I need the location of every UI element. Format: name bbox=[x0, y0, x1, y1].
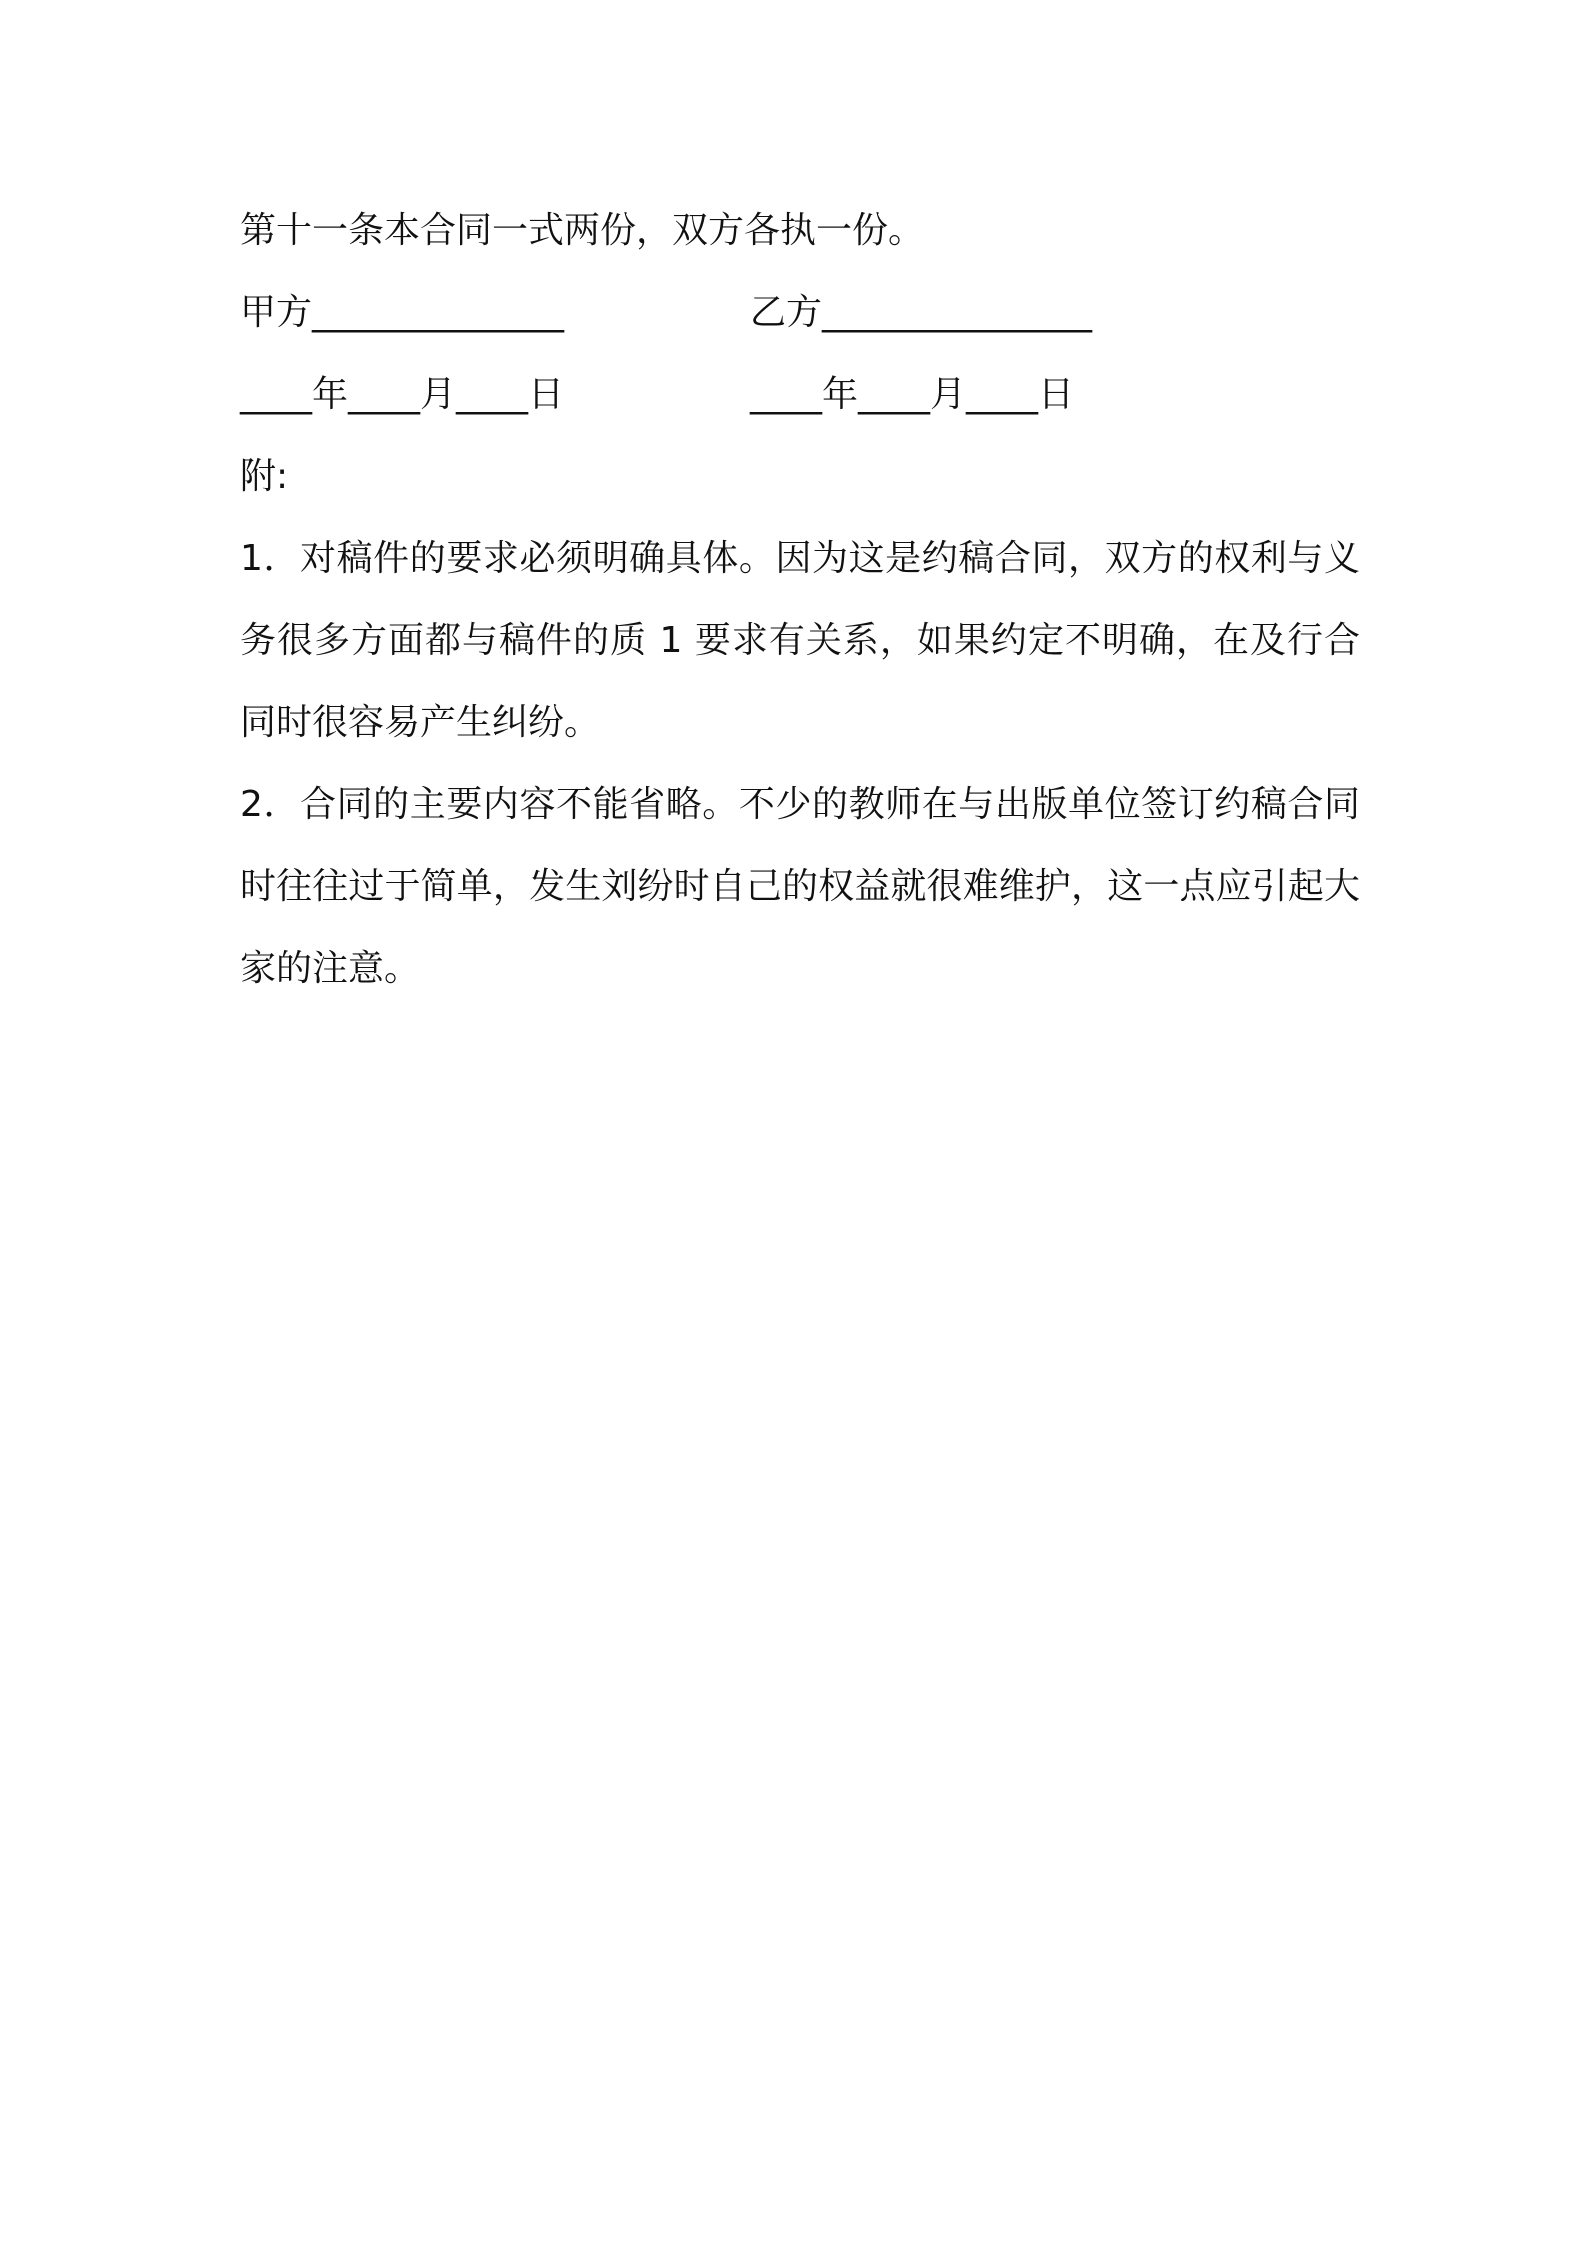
date-row bbox=[240, 354, 1360, 436]
appendix-note-2: 2．合同的主要内容不能省略。不少的教师在与出版单位签订约稿合同时往往过于简单，发生刘纷时自己的权益就很难维护，这一点应引起大家的注意。 bbox=[240, 784, 1360, 989]
party-a-date: ____年____月____日 bbox=[240, 374, 565, 415]
party-b-signature: 乙方_______________ bbox=[750, 292, 1093, 333]
appendix-heading: 附: bbox=[240, 456, 289, 497]
document-body bbox=[240, 190, 1360, 1010]
signature-row bbox=[240, 272, 1360, 354]
appendix-note-1: 1．对稿件的要求必须明确具体。因为这是约稿合同，双方的权利与义务很多方面都与稿件的质 1 要求有关系，如果约定不明确，在及行合同时很容易产生纠纷。 bbox=[240, 538, 1360, 743]
clause-eleven: 第十一条本合同一式两份，双方各执一份。 bbox=[240, 210, 925, 251]
party-b-date: ____年____月____日 bbox=[750, 374, 1075, 415]
party-a-signature: 甲方______________ bbox=[240, 292, 565, 333]
